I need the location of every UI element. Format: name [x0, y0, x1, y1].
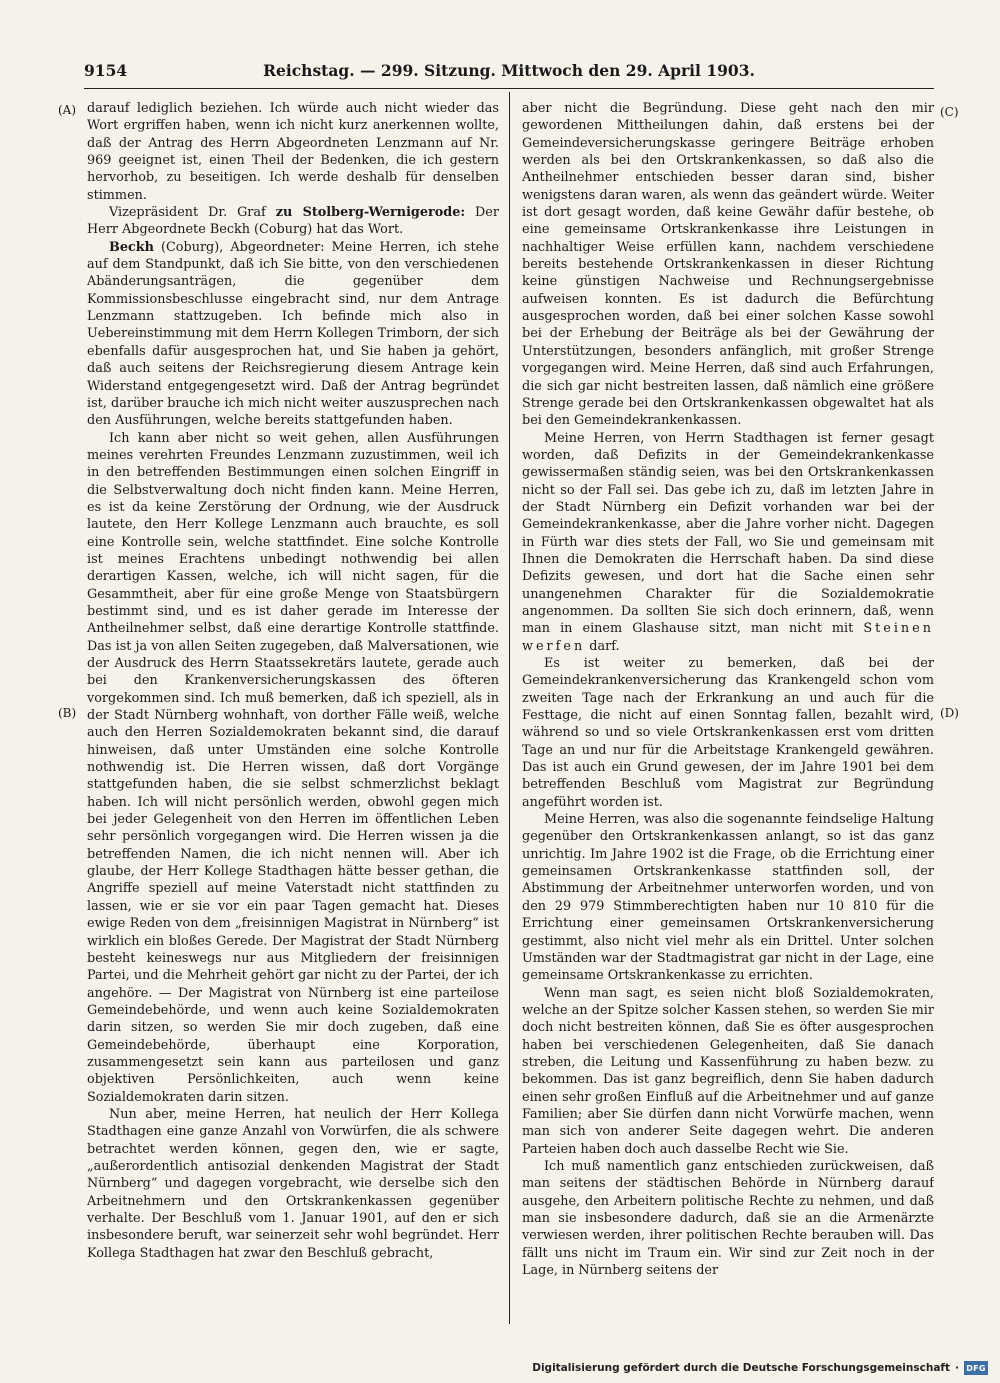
paragraph: Meine Herren, was also die sogenannte feindselige Haltung gegenüber den Ortskrankenkassen anlangt, so ist das ganz unrichtig. Im Jahre 1902 ist die Frage, ob die Errichtung einer gemeinsamen Ortskrankenkasse stattfinden soll, der Abstimmung der Arbeitnehmer unterworfen worden, und von den 29 979 Stimmberechtigten haben nur 10 810 für die Errichtung einer gemeinsamen Ortskrankenversicherung gestimmt, also nicht viel mehr als ein Drittel. Unter solchen Umständen war der Stadtmagistrat gar nicht in der Lage, eine gemeinsame Ortskrankenkasse zu errichten.: [522, 812, 934, 984]
paragraph: Es ist weiter zu bemerken, daß bei der Gemeindekrankenversicherung das Krankengeld schon vom zweiten Tage nach der Erkrankung an und auch für die Festtage, die nicht auf einen Sonntag fallen, bezahlt wird, während so und so viele Ortskrankenkassen erst vom dritten Tage an und nur für die Arbeitstage Krankengeld gewähren. Das ist auch ein Grund gewesen, der im Jahre 1901 bei dem betreffenden Beschluß vom Magistrat zur Begründung angeführt worden ist.: [522, 656, 934, 810]
paragraph-text: Meine Herren, von Herrn Stadthagen ist ferner gesagt worden, daß Defizits in der Gemeindekrankenkasse gewissermaßen ständig seien, was bei den Ortskrankenkassen nicht so der Fall sei. Das gebe ich zu, daß im letzten Jahre in der Stadt Nürnberg ein Defizit vorhanden war bei der Gemeindekrankenkasse, aber die Jahre vorher nicht. Dagegen in Fürth war dies stets der Fall, wo Sie und gemeinsam mit Ihnen die Demokraten die Herrschaft haben. Da sind diese Defizits gewesen, und dort hat die Sache einen sehr unangenehmen Charakter für die Sozialdemokratie angenommen. Da sollten Sie sich doch erinnern, daß, wenn man in einem Glashause sitzt, man nicht mit: [522, 430, 934, 637]
page-number: 9154: [84, 61, 128, 80]
digitization-credit: [532, 1359, 988, 1377]
right-column: [522, 100, 934, 1322]
running-head: Reichstag. — 299. Sitzung. Mittwoch den 29. April 1903.: [263, 61, 755, 80]
speech-text: (Coburg), Abgeordneter: Meine Herren, ich stehe auf dem Standpunkt, daß ich Sie bitte, von den verschiedenen Abänderungsanträgen, die gegenüber dem Kommissionsbeschlusse eingebracht sind, nur dem Antrage Lenzmann stattzugeben. Ich befinde mich also in Uebereinstimmung mit dem Herrn Kollegen Trimborn, der sich ebenfalls dafür ausgesprochen hat, und Sie haben ja gehört, daß auch seitens der Reichsregierung diesem Antrage kein Widerstand entgegengesetzt wird. Daß der Antrag begründet ist, darüber brauche ich mich nicht weiter auszusprechen nach den Ausführungen, welche bereits stattgefunden haben.: [87, 239, 499, 429]
paragraph: darauf lediglich beziehen. Ich würde auch nicht wieder das Wort ergriffen haben, wenn ich nicht kurz anerkennen wollte, daß der Antrag des Herrn Abgeordneten Lenzmann auf Nr. 969 geeignet ist, einen Theil der Bedenken, die ich gestern hervorhob, zu beseitigen. Ich werde deshalb für denselben stimmen.: [87, 101, 499, 203]
dfg-logo-icon: DFG: [964, 1361, 988, 1375]
speaker-name: Beckh: [109, 239, 154, 255]
margin-mark-d: (D): [940, 706, 959, 720]
left-column: [87, 100, 499, 1322]
paragraph: [522, 430, 934, 655]
paragraph: Ich muß namentlich ganz entschieden zurückweisen, daß man seitens der städtischen Behörde in Nürnberg darauf ausgehe, den Arbeitern politische Rechte zu nehmen, und daß man sie insbesondere dadurch, daß sie an die Armenärzte verwiesen werden, ihrer politischen Rechte berauben will. Das fällt uns nicht im Traum ein. Wir sind zur Zeit noch in der Lage, in Nürnberg seitens der: [522, 1158, 934, 1279]
margin-mark-b: (B): [58, 706, 77, 720]
page-header: [84, 60, 934, 82]
paragraph: Nun aber, meine Herren, hat neulich der Herr Kollega Stadthagen eine ganze Anzahl von Vorwürfen, die als schwere betrachtet werden können, gegen den, wie er sagte, „außerordentlich antisozial denkenden Magistrat der Stadt Nürnberg“ und dagegen vorgebracht, wie derselbe sich den Arbeitnehmern und den Ortskrankenkassen gegenüber verhalte. Der Beschluß vom 1. Januar 1901, auf den er sich insbesondere beruft, war seinerzeit sehr wohl begründet. Herr Kollega Stadthagen hat zwar den Beschluß gebracht,: [87, 1106, 499, 1261]
paragraph: aber nicht die Begründung. Diese geht nach den mir gewordenen Mittheilungen dahin, daß erstens bei der Gemeindeversicherungskasse geringere Beiträge erhoben werden als bei den Ortskrankenkassen, so daß also die Antheilnehmer entschieden besser daran sind, bisher wenigstens daran waren, als wenn das geändert würde. Weiter ist dort gesagt worden, daß keine Gewähr dafür bestehe, ob eine gemeinsame Ortskrankenkasse ihre Leistungen in nachhaltiger Weise erfüllen kann, nachdem verschiedene bereits bestehende Ortskrankenkassen in dieser Richtung keine günstigen Nachweise und Rechnungsergebnisse aufweisen konnten. Es ist dadurch die Befürchtung ausgesprochen worden, daß bei einer solchen Kasse sowohl bei der Erhebung der Beiträge als bei der Gewährung der Unterstützungen, besonders anfänglich, mit großer Strenge vorgegangen wird. Meine Herren, daß sind auch Erfahrungen, die sich gar nicht bestreiten lassen, daß nämlich eine größere Strenge gerade bei den Ortskrankenkassen obgewaltet hat als bei den Gemeindekrankenkassen.: [522, 101, 934, 429]
paragraph-speech-start: [87, 239, 499, 430]
credit-text: Digitalisierung gefördert durch die Deutsche Forschungsgemeinschaft: [532, 1362, 950, 1374]
header-rule: [84, 88, 934, 89]
speaker-announcement: Der Herr Abgeordnete Beckh (Coburg) hat das Wort.: [87, 205, 499, 238]
separator-dot: ·: [955, 1362, 959, 1374]
speaker-title: Vizepräsident Dr. Graf: [109, 205, 276, 221]
paragraph-text: darf.: [585, 638, 620, 654]
emphasized-phrase: Steinen werfen: [522, 621, 934, 654]
margin-mark-a: (A): [58, 103, 77, 117]
margin-mark-c: (C): [940, 105, 959, 119]
column-divider: [509, 92, 510, 1324]
paragraph: Ich kann aber nicht so weit gehen, allen Ausführungen meines verehrten Freundes Lenzmann zuzustimmen, weil ich in den betreffenden Bestimmungen einen solchen Eingriff in die Selbstverwaltung doch nicht finden kann. Meine Herren, es ist da keine Zerstörung der Ordnung, wie der Ausdruck lautete, den Herr Kollege Lenzmann auch brauchte, es soll eine Kontrolle sein, welche stattfindet. Eine solche Kontrolle ist meines Erachtens unbedingt nothwendig bei allen derartigen Kassen, welche, ich will nicht sagen, für die Gesammtheit, aber für eine große Menge von Staatsbürgern bestimmt sind, und es ist daher gerade im Interesse der Antheilnehmer selbst, daß eine derartige Kontrolle stattfinde. Das ist ja von allen Seiten zugegeben, daß Malversationen, wie der Ausdruck des Herrn Staatssekretärs lautete, gerade auch bei den Krankenversicherungskassen des öfteren vorgekommen sind. Ich muß bemerken, daß ich speziell, als in der Stadt Nürnberg wohnhaft, von dorther Fälle weiß, welche auch den Herren Sozialdemokraten bekannt sind, die darauf hinweisen, daß unter Umständen eine solche Kontrolle nothwendig ist. Die Herren wissen, daß dort Vorgänge stattgefunden haben, die sie selbst schmerzlichst beklagt haben. Ich will nicht persönlich werden, obwohl gegen mich bei jeder Gelegenheit von den Herren im öffentlichen Leben sehr persönlich vorgegangen wird. Die Herren wissen ja die betreffenden Namen, die ich nicht nennen will. Aber ich glaube, der Herr Kollege Stadthagen hätte besser gethan, die Angriffe speziell auf meine Vaterstadt nicht stattfinden zu lassen, wie er sie vor ein paar Tagen gemacht hat. Dieses ewige Reden von dem „freisinnigen Magistrat in Nürnberg“ ist wirklich ein bloßes Gerede. Der Magistrat der Stadt Nürnberg besteht keineswegs nur aus Mitgliedern der freisinnigen Partei, und die Mehrheit gehört gar nicht zu der Partei, der ich angehöre. — Der Magistrat von Nürnberg ist eine parteilose Gemeindebehörde, und wenn auch keine Sozialdemokraten darin sitzen, so werden Sie mir doch zugeben, daß eine Gemeindebehörde, überhaupt eine Korporation, zusammengesetzt sein kann aus parteilosen und ganz objektiven Persönlichkeiten, auch wenn keine Sozialdemokraten darin sitzen.: [87, 430, 499, 1105]
paragraph-speaker-intro: [87, 204, 499, 239]
paragraph: Wenn man sagt, es seien nicht bloß Sozialdemokraten, welche an der Spitze solcher Kassen stehen, so werden Sie mir doch nicht bestreiten können, daß Sie es öfter ausgesprochen haben bei verschiedenen Gelegenheiten, daß Sie danach streben, die Leitung und Kassenführung zu haben bezw. zu bekommen. Das ist ganz begreiflich, denn Sie haben dadurch einen sehr großen Einfluß auf die Arbeitnehmer und auf ganze Familien; aber Sie dürfen dann nicht Vorwürfe machen, wenn man sich von anderer Seite dagegen wehrt. Die anderen Parteien haben doch auch dasselbe Recht wie Sie.: [522, 985, 934, 1157]
speaker-name: zu Stolberg-Wernigerode:: [275, 205, 466, 221]
